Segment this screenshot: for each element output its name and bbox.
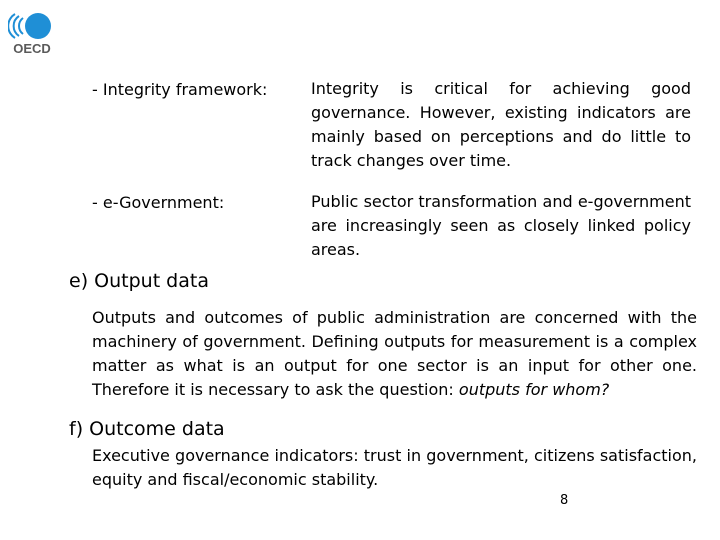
integrity-framework-text: Integrity is critical for achieving good governance. However, existing indicators are mainly based on perceptions and do little to track changes over time.	[311, 79, 691, 170]
outcome-data-body: Executive governance indicators: trust in government, citizens satisfaction, equity and fiscal/economic stability.	[92, 446, 697, 489]
output-data-body	[92, 306, 697, 402]
outcome-data-heading: f) Outcome data	[69, 418, 225, 440]
e-government-label: - e-Government:	[92, 193, 225, 212]
integrity-framework-label: - Integrity framework:	[92, 80, 268, 99]
svg-text:OECD: OECD	[13, 41, 51, 56]
output-data-heading: e) Output data	[69, 270, 209, 292]
page-number: 8	[560, 493, 569, 508]
output-data-text: Outputs and outcomes of public administration are concerned with the machinery of government. Defining outputs for measurement is a complex matter as what is an output for one sector is an input for other one. Therefore it is necessary to ask the question:	[92, 308, 697, 399]
oecd-logo	[8, 8, 56, 56]
e-government-text: Public sector transformation and e-government are increasingly seen as closely linked policy areas.	[311, 192, 691, 259]
output-data-question: outputs for whom?	[458, 380, 610, 399]
